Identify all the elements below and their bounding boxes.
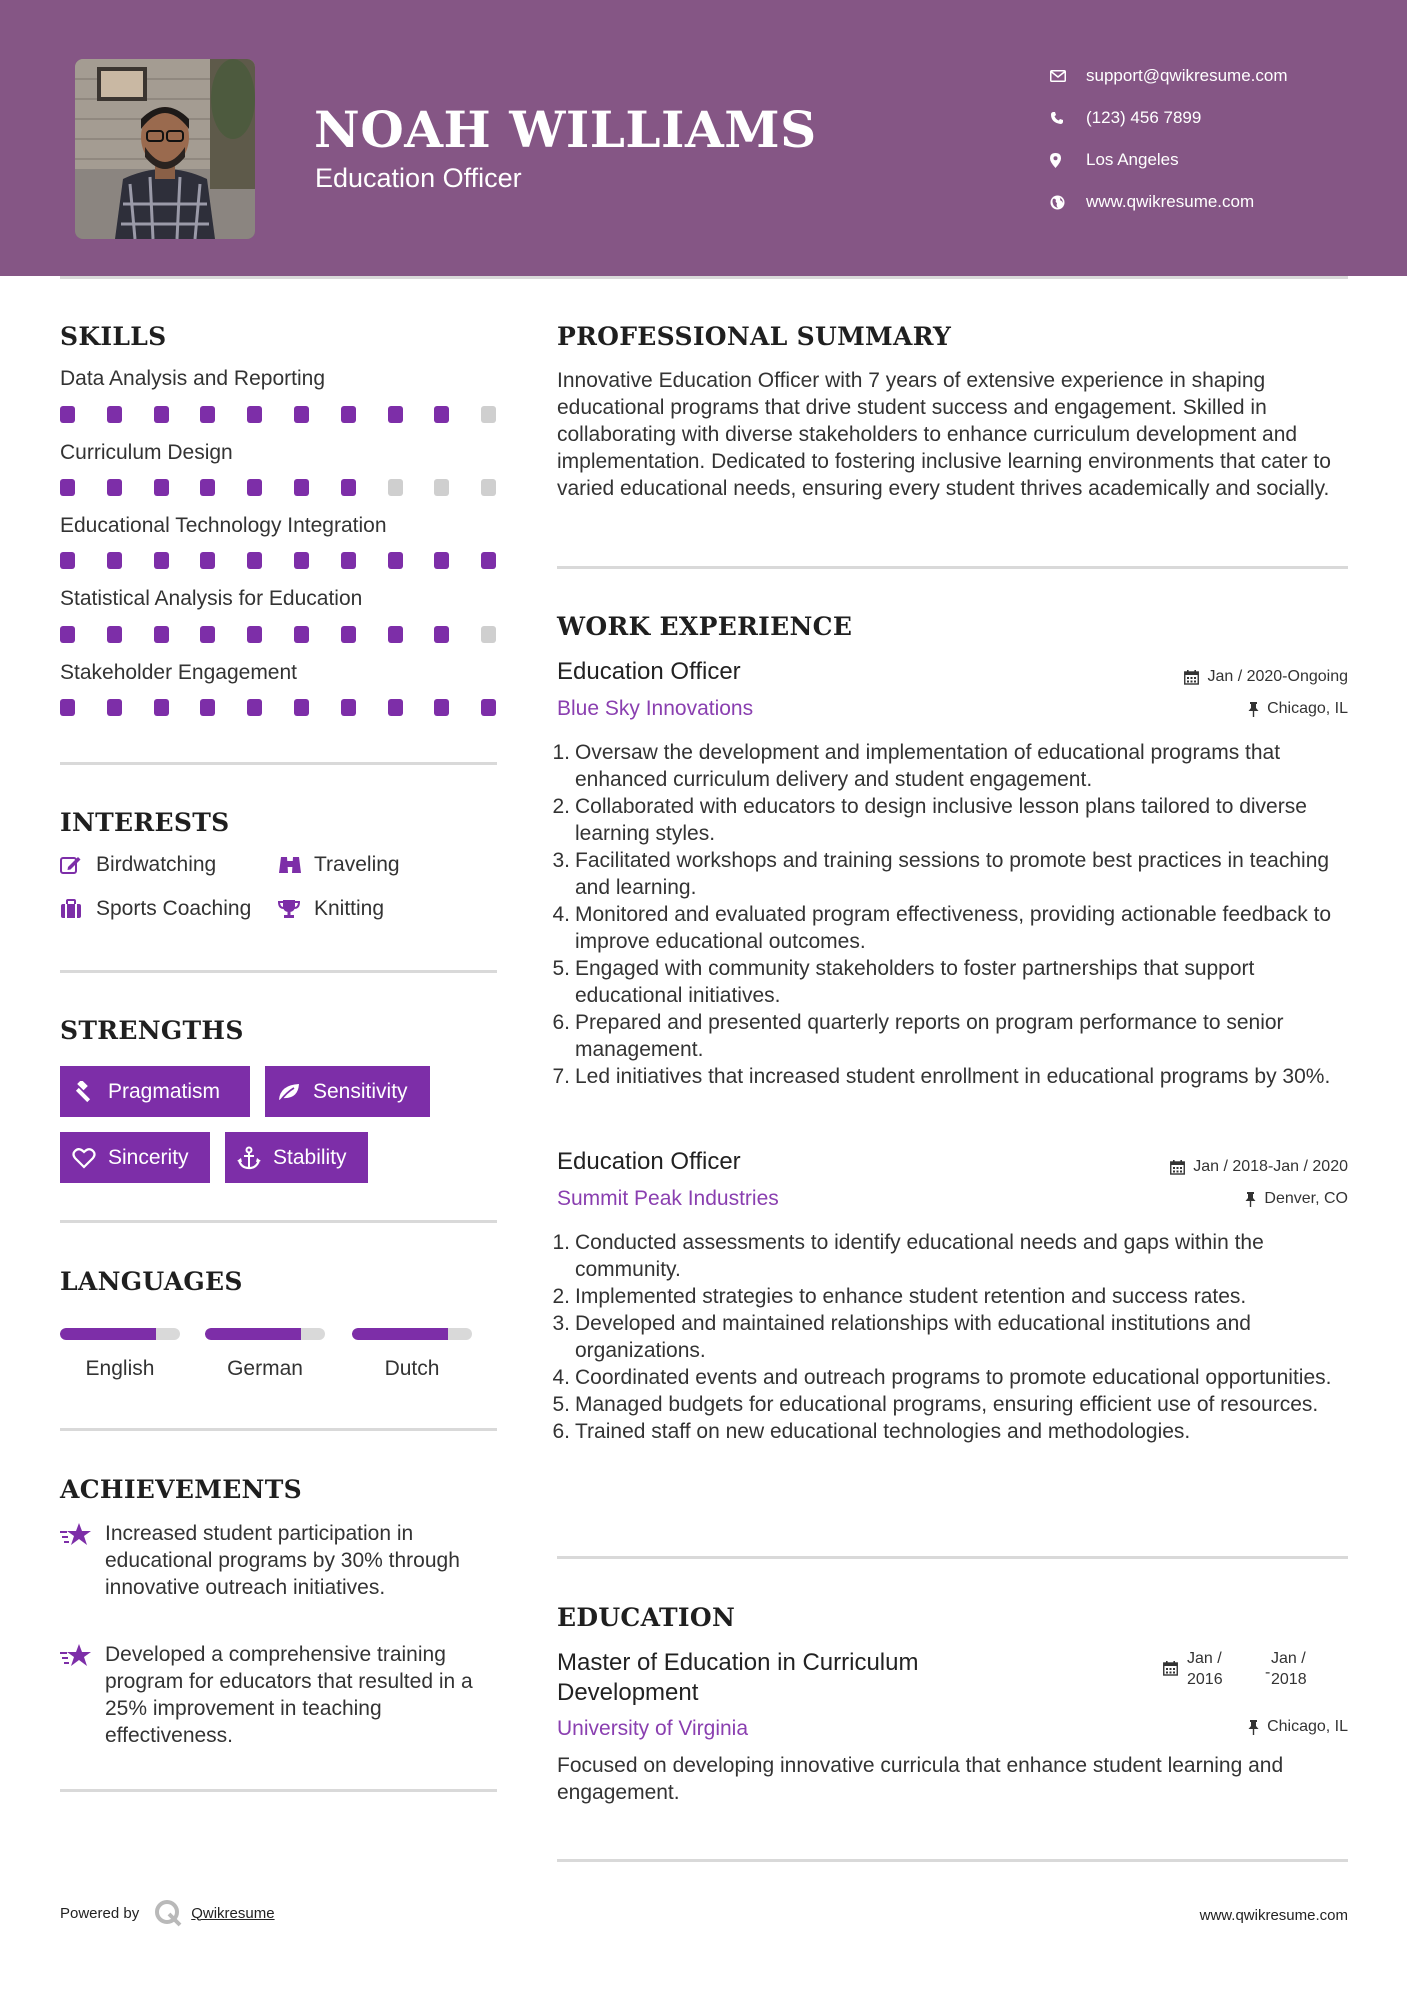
skill-dot — [341, 552, 356, 569]
job-bullet: 3. Developed and maintained relationships with educational institutions and organizations. — [551, 1310, 1351, 1364]
education-degree-line: Development — [557, 1679, 699, 1706]
skill-dot — [294, 406, 309, 423]
anchor-icon — [237, 1146, 273, 1170]
summary-text: Innovative Education Officer with 7 years of extensive experience in shaping educational programs that drive student success and engagement. Skilled in collaborating with diverse stakeholders to enhance curriculum development and implementation. Dedicated to fostering inclusive learning environments that cater to varied educational needs, ensuring every student thrives academically and socially. — [557, 369, 1331, 500]
leaf-icon — [277, 1082, 313, 1102]
powered-by-label: Powered by — [60, 1904, 140, 1922]
skill-dot — [388, 626, 403, 643]
interest-item — [60, 897, 251, 921]
language-bar — [205, 1328, 325, 1340]
education-school: University of Virginia — [557, 1717, 749, 1740]
skill-dot — [200, 699, 215, 716]
skill-dot — [200, 479, 215, 496]
section-divider — [557, 566, 1348, 569]
portrait-image — [75, 59, 255, 239]
education-end-date — [1271, 1648, 1307, 1690]
envelope-icon — [1050, 70, 1086, 82]
resume-header — [0, 0, 1407, 276]
skill-dot — [341, 406, 356, 423]
section-divider — [60, 1220, 497, 1223]
contact-location — [1050, 139, 1390, 181]
calendar-icon — [1184, 670, 1199, 685]
job-bullet: 7. Led initiatives that increased student enrollment in educational programs by 30%. — [551, 1063, 1351, 1090]
skill-dot — [154, 626, 169, 643]
skill-dot — [247, 552, 262, 569]
briefcase-icon — [60, 899, 96, 919]
strength-tag — [225, 1132, 368, 1183]
languages-heading: LANGUAGES — [60, 1267, 243, 1296]
job-bullet: 2. Implemented strategies to enhance student retention and success rates. — [551, 1283, 1351, 1310]
header-divider — [60, 276, 1348, 279]
skill-dot — [294, 552, 309, 569]
skill-name: Statistical Analysis for Education — [60, 587, 363, 610]
job-bullet-text: Engaged with community stakeholders to foster partnerships that support educational initiatives. — [575, 957, 1255, 1007]
strength-label: Stability — [273, 1145, 347, 1169]
contact-website-text: www.qwikresume.com — [1086, 192, 1255, 211]
interest-item — [278, 853, 400, 877]
skill-rating — [60, 479, 500, 497]
language-bar-fill — [205, 1328, 301, 1340]
job-location — [1245, 1190, 1348, 1208]
achievements-heading: ACHIEVEMENTS — [60, 1475, 302, 1504]
pushpin-icon — [1248, 702, 1259, 717]
job-bullet-text: Conducted assessments to identify educational needs and gaps within the community. — [575, 1231, 1264, 1281]
footer-powered-by — [60, 1898, 275, 1928]
skill-dot — [294, 479, 309, 496]
trophy-icon — [278, 899, 314, 919]
interest-label: Sports Coaching — [96, 897, 252, 920]
skill-dot — [434, 626, 449, 643]
job-bullet: 4. Monitored and evaluated program effectiveness, providing actionable feedback to improve educational outcomes. — [551, 901, 1351, 955]
skill-dot — [434, 479, 449, 496]
skill-dot — [341, 699, 356, 716]
job-location — [1248, 700, 1348, 718]
skill-dot — [388, 479, 403, 496]
binoculars-icon — [278, 855, 314, 875]
job-bullets — [551, 739, 1351, 1090]
skill-dot — [388, 406, 403, 423]
job-role: Education Officer — [557, 1148, 741, 1175]
job-bullet-text: Facilitated workshops and training sessions to promote best practices in teaching and learning. — [575, 849, 1330, 899]
skill-dot — [200, 406, 215, 423]
strength-tag — [60, 1132, 210, 1183]
education-description: Focused on developing innovative curricula that enhance student learning and engagement. — [557, 1754, 1284, 1804]
job-date-text: Jan / 2020-Ongoing — [1207, 668, 1348, 685]
strength-label: Sensitivity — [313, 1079, 408, 1103]
section-divider — [60, 970, 497, 973]
job-bullet: 3. Facilitated workshops and training sessions to promote best practices in teaching and learning. — [551, 847, 1351, 901]
star-icon — [60, 1520, 105, 1601]
achievement-text: Increased student participation in educational programs by 30% through innovative outreach initiatives. — [105, 1522, 460, 1599]
interest-label: Knitting — [314, 897, 385, 920]
skill-dot — [388, 552, 403, 569]
skill-dot — [60, 479, 75, 496]
strength-label: Pragmatism — [108, 1079, 221, 1103]
skill-dot — [200, 552, 215, 569]
skill-dot — [481, 406, 496, 423]
edit-icon — [60, 855, 96, 875]
job-bullet-text: Oversaw the development and implementation of educational programs that enhanced curriculum delivery and student engagement. — [575, 741, 1281, 791]
strength-tag — [60, 1066, 250, 1117]
job-bullet-text: Prepared and presented quarterly reports on program performance to senior management. — [575, 1011, 1284, 1061]
job-bullet-text: Monitored and evaluated program effectiveness, providing actionable feedback to improve educational outcomes. — [575, 903, 1332, 953]
achievement-item — [60, 1520, 500, 1601]
globe-icon — [1050, 195, 1086, 210]
skill-dot — [247, 699, 262, 716]
interest-label: Birdwatching — [96, 853, 217, 876]
skill-dot — [247, 626, 262, 643]
skill-name: Stakeholder Engagement — [60, 661, 297, 684]
interest-item — [278, 897, 384, 921]
language-bar — [352, 1328, 472, 1340]
strength-label: Sincerity — [108, 1145, 189, 1169]
job-bullet: 5. Managed budgets for educational programs, ensuring efficient use of resources. — [551, 1391, 1351, 1418]
section-divider — [557, 1556, 1348, 1559]
language-name: German — [227, 1357, 303, 1380]
skills-heading: SKILLS — [60, 322, 167, 351]
job-bullet: 2. Collaborated with educators to design inclusive lesson plans tailored to diverse learning styles. — [551, 793, 1351, 847]
candidate-title: Education Officer — [315, 163, 522, 193]
job-date — [1184, 668, 1348, 686]
job-date-text: Jan / 2018-Jan / 2020 — [1193, 1158, 1348, 1175]
education-degree — [557, 1648, 1027, 1708]
education-end-year: 2018 — [1271, 1671, 1307, 1688]
contact-location-text: Los Angeles — [1086, 150, 1179, 169]
interests-heading: INTERESTS — [60, 808, 230, 837]
skill-dot — [294, 699, 309, 716]
skill-dot — [107, 699, 122, 716]
phone-icon — [1050, 111, 1086, 125]
skill-dot — [154, 552, 169, 569]
skill-dot — [60, 699, 75, 716]
footer-website[interactable]: www.qwikresume.com — [1199, 1907, 1348, 1924]
job-bullet: 5. Engaged with community stakeholders to foster partnerships that support educational initiatives. — [551, 955, 1351, 1009]
section-divider — [60, 1789, 497, 1792]
education-dates — [1163, 1648, 1353, 1692]
strengths-heading: STRENGTHS — [60, 1016, 244, 1045]
skill-dot — [481, 479, 496, 496]
skill-rating — [60, 626, 500, 644]
education-heading: EDUCATION — [557, 1603, 736, 1632]
interest-item — [60, 853, 216, 877]
skill-rating — [60, 699, 500, 717]
job-bullet-text: Trained staff on new educational technologies and methodologies. — [575, 1420, 1191, 1443]
summary-heading: PROFESSIONAL SUMMARY — [557, 322, 952, 351]
skill-dot — [294, 626, 309, 643]
education-start-month: Jan / — [1187, 1650, 1222, 1667]
skill-dot — [341, 479, 356, 496]
job-bullets — [551, 1229, 1351, 1445]
contact-email-text: support@qwikresume.com — [1086, 66, 1288, 85]
contact-email[interactable] — [1050, 55, 1390, 97]
skill-dot — [154, 699, 169, 716]
job-company: Blue Sky Innovations — [557, 697, 754, 720]
skill-dot — [434, 406, 449, 423]
skill-dot — [434, 699, 449, 716]
education-location — [1248, 1718, 1348, 1736]
skill-name: Curriculum Design — [60, 441, 233, 464]
skill-dot — [247, 479, 262, 496]
skill-dot — [481, 626, 496, 643]
skill-dot — [60, 406, 75, 423]
heart-icon — [72, 1147, 108, 1169]
calendar-icon — [1170, 1160, 1185, 1175]
skill-dot — [481, 552, 496, 569]
section-divider — [557, 1859, 1348, 1862]
section-divider — [60, 762, 497, 765]
skill-name: Educational Technology Integration — [60, 514, 387, 537]
language-bar — [60, 1328, 180, 1340]
experience-heading: WORK EXPERIENCE — [557, 612, 853, 641]
language-name: English — [85, 1357, 155, 1380]
achievement-item — [60, 1641, 500, 1749]
pushpin-icon — [1245, 1192, 1256, 1207]
skill-dot — [154, 406, 169, 423]
education-end-month: Jan / — [1271, 1650, 1306, 1667]
skill-name: Data Analysis and Reporting — [60, 367, 325, 390]
pushpin-icon — [1248, 1720, 1259, 1735]
contact-list — [1050, 55, 1390, 223]
profile-photo — [75, 59, 255, 239]
star-icon — [60, 1641, 105, 1749]
section-divider — [60, 1428, 497, 1431]
job-company: Summit Peak Industries — [557, 1187, 779, 1210]
calendar-icon — [1163, 1661, 1178, 1682]
job-date — [1170, 1158, 1348, 1176]
skill-dot — [200, 626, 215, 643]
contact-phone-text: (123) 456 7899 — [1086, 108, 1202, 127]
job-bullet-text: Developed and maintained relationships with educational institutions and organizations. — [575, 1312, 1251, 1362]
skill-rating — [60, 406, 500, 424]
job-location-text: Chicago, IL — [1267, 700, 1348, 717]
skill-dot — [434, 552, 449, 569]
interest-label: Traveling — [314, 853, 400, 876]
job-bullet-text: Managed budgets for educational programs, ensuring efficient use of resources. — [575, 1393, 1319, 1416]
skill-rating — [60, 552, 500, 570]
skill-dot — [481, 699, 496, 716]
language-bar-fill — [60, 1328, 156, 1340]
job-bullet-text: Led initiatives that increased student enrollment in educational programs by 30%. — [575, 1065, 1331, 1088]
job-bullet: 1. Conducted assessments to identify educational needs and gaps within the community. — [551, 1229, 1351, 1283]
skill-dot — [107, 406, 122, 423]
job-bullet: 6. Prepared and presented quarterly reports on program performance to senior management. — [551, 1009, 1351, 1063]
education-start-year: 2016 — [1187, 1671, 1223, 1688]
skill-dot — [60, 626, 75, 643]
map-pin-icon — [1050, 153, 1086, 168]
education-location-text: Chicago, IL — [1267, 1718, 1348, 1735]
job-bullet-text: Collaborated with educators to design inclusive lesson plans tailored to diverse learning styles. — [575, 795, 1307, 845]
contact-phone[interactable] — [1050, 97, 1390, 139]
job-bullet: 6. Trained staff on new educational technologies and methodologies. — [551, 1418, 1351, 1445]
job-bullet-text: Coordinated events and outreach programs to promote educational opportunities. — [575, 1366, 1332, 1389]
language-bar-fill — [352, 1328, 448, 1340]
education-degree-line: Master of Education in Curriculum — [557, 1649, 919, 1676]
job-bullet: 4. Coordinated events and outreach programs to promote educational opportunities. — [551, 1364, 1351, 1391]
skill-dot — [107, 626, 122, 643]
qwikresume-logo-icon — [153, 1898, 183, 1928]
skill-dot — [388, 699, 403, 716]
skill-dot — [247, 406, 262, 423]
skill-dot — [154, 479, 169, 496]
gavel-icon — [72, 1081, 108, 1103]
skill-dot — [107, 479, 122, 496]
skill-dot — [107, 552, 122, 569]
skill-dot — [60, 552, 75, 569]
language-name: Dutch — [384, 1357, 440, 1380]
contact-website[interactable] — [1050, 181, 1390, 223]
education-date-dash: - — [1265, 1664, 1271, 1681]
achievement-text: Developed a comprehensive training program for educators that resulted in a 25% improvement in teaching effectiveness. — [105, 1643, 473, 1747]
job-bullet-text: Implemented strategies to enhance student retention and success rates. — [575, 1285, 1247, 1308]
job-location-text: Denver, CO — [1264, 1190, 1348, 1207]
job-role: Education Officer — [557, 658, 741, 685]
qwikresume-link[interactable]: Qwikresume — [191, 1904, 275, 1922]
skill-dot — [341, 626, 356, 643]
job-bullet: 1. Oversaw the development and implementation of educational programs that enhanced curriculum delivery and student engagement. — [551, 739, 1351, 793]
education-start-date — [1187, 1648, 1223, 1690]
strength-tag — [265, 1066, 430, 1117]
candidate-name: NOAH WILLIAMS — [314, 100, 817, 159]
